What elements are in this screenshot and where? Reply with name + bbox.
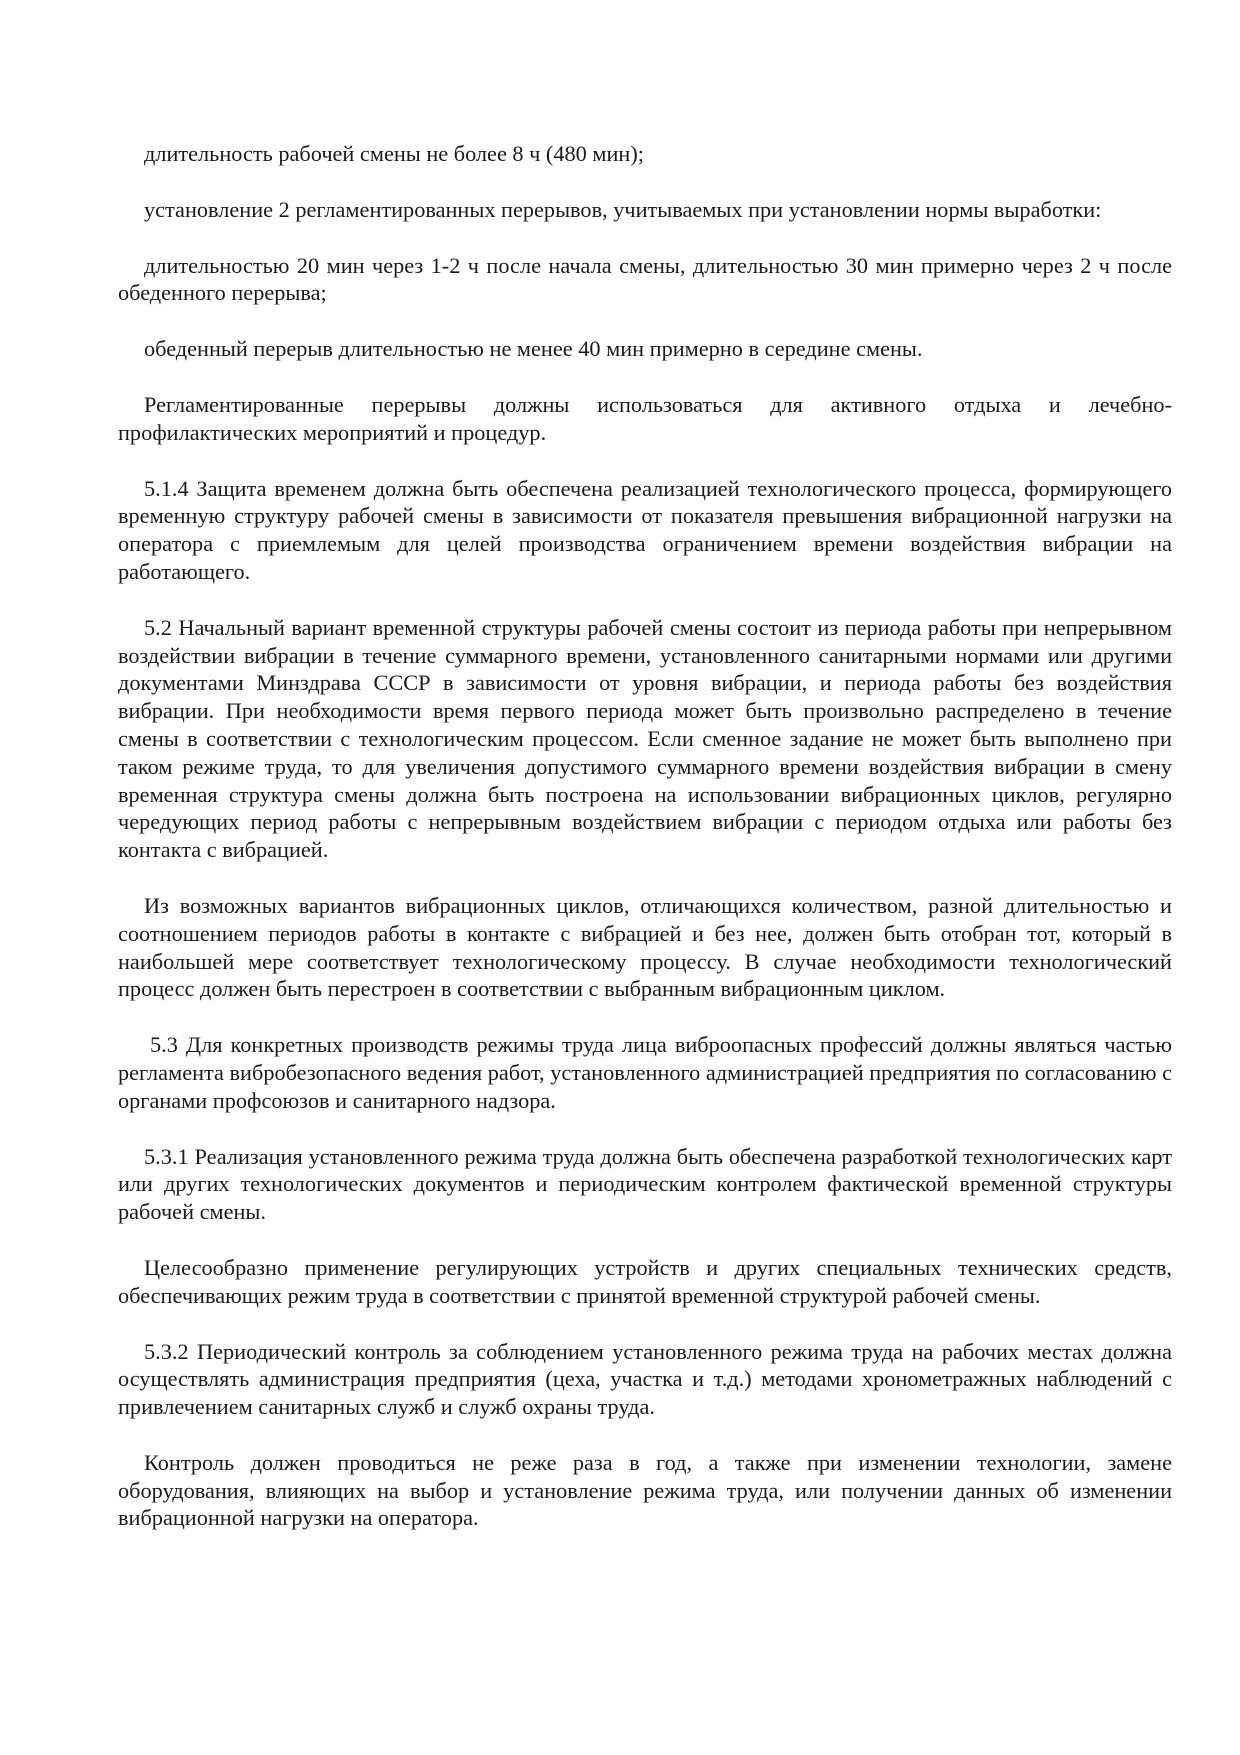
paragraph-vibration-cycles: Из возможных вариантов вибрационных циклов, отличающихся количеством, разной длительностью и соотношением периодов работы в контакте с вибрацией и без нее, должен быть отобран тот, который в наибольшей мере соответствует технологическому процессу. В случае необходимости технологический процесс должен быть перестроен в соответствии с выбранным вибрационным циклом. — [118, 892, 1172, 1002]
paragraph-shift-duration: длительность рабочей смены не более 8 ч (480 мин); — [144, 141, 644, 166]
paragraph-break-durations: длительностью 20 мин через 1-2 ч после начала смены, длительностью 30 мин примерно через 2 ч после обеденного перерыва; — [118, 252, 1172, 306]
paragraph-regulating-devices: Целесообразно применение регулирующих устройств и других специальных технических средств, обеспечивающих режим труда в соответствии с принятой временной структурой рабочей смены. — [118, 1254, 1172, 1308]
paragraph-5-3-2: 5.3.2 Периодический контроль за соблюдением установленного режима труда на рабочих местах должна осуществлять администрация предприятия (цеха, участка и т.д.) методами хронометражных наблюдений с привлечением санитарных служб и служб охраны труда. — [118, 1338, 1172, 1420]
paragraph-breaks-usage: Регламентированные перерывы должны использоваться для активного отдыха и лечебно-профилактических мероприятий и процедур. — [118, 391, 1172, 445]
paragraph-5-1-4: 5.1.4 Защита временем должна быть обеспечена реализацией технологического процесса, формирующего временную структуру рабочей смены в зависимости от показателя превышения вибрационной нагрузки на оператора с приемлемым для целей производства ограничением времени воздействия вибрации на работающего. — [118, 475, 1172, 584]
paragraph-lunch-break: обеденный перерыв длительностью не менее 40 мин примерно в середине смены. — [144, 336, 923, 362]
paragraph-5-3: 5.3 Для конкретных производств режимы труда лица виброопасных профессий должны являться частью регламента вибробезопасного ведения работ, установленного администрацией предприятия по согласованию с органами профсоюзов и санитарного надзора. — [118, 1032, 1172, 1113]
paragraph-regulated-breaks: установление 2 регламентированных перерывов, учитываемых при установлении нормы выработки: — [144, 196, 1102, 222]
paragraph-5-2: 5.2 Начальный вариант временной структуры рабочей смены состоит из периода работы при непрерывном воздействии вибрации в течение суммарного времени, установленного санитарными нормами или другими документами Минздрава СССР в зависимости от уровня вибрации, и периода работы без воздействия вибрации. При необходимости время первого периода может быть произвольно распределено в течение смены в соответствии с технологическим процессом. Если сменное задание не может быть выполнено при таком режиме труда, то для увеличения допустимого суммарного времени воздействия вибрации в смену временная структура смены должна быть построена на использовании вибрационных циклов, регулярно чередующих период работы с непрерывным воздействием вибрации с периодом отдыха или работы без контакта с вибрацией. — [118, 614, 1172, 863]
paragraph-5-3-1: 5.3.1 Реализация установленного режима труда должна быть обеспечена разработкой технологических карт или других технологических документов и периодическим контролем фактической временной структуры рабочей смены. — [118, 1143, 1172, 1225]
paragraph-control-frequency: Контроль должен проводиться не реже раза в год, а также при изменении технологии, замене оборудования, влияющих на выбор и установление режима труда, или получении данных об изменении вибрационной нагрузки на оператора. — [118, 1449, 1172, 1531]
document-page — [118, 140, 1172, 1560]
